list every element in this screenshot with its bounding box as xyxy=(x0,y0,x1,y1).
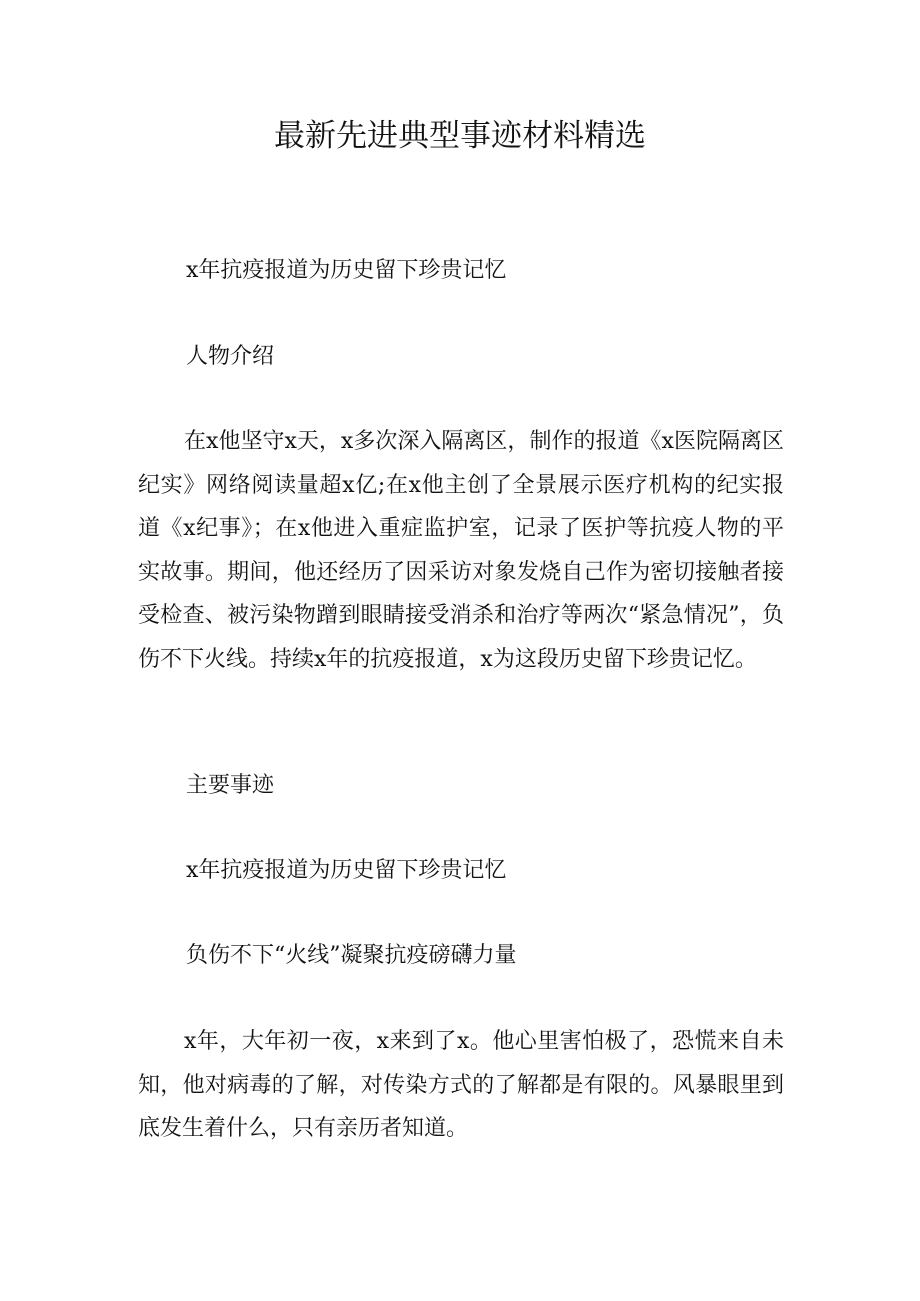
document-title: 最新先进典型事迹材料精选 xyxy=(274,118,646,154)
paragraph-deeds: x年，大年初一夜，x来到了x。他心里害怕极了，恐慌来自未知，他对病毒的了解，对传染方式的了解都是有限的。风暴眼里到底发生着什么，只有亲历者知道。 xyxy=(138,1029,784,1141)
section-heading-person: 人物介绍 xyxy=(186,344,275,369)
deeds-subheading: 负伤不下“火线”凝聚抗疫磅礴力量 xyxy=(186,943,517,968)
section-heading-deeds: 主要事迹 xyxy=(186,773,275,798)
subtitle-line: x年抗疫报道为历史留下珍贵记忆 xyxy=(186,258,507,283)
paragraph-introduction: 在x他坚守x天，x多次深入隔离区，制作的报道《x医院隔离区纪实》网络阅读量超x亿;在x他主创了全景展示医疗机构的纪实报道《x纪事》；在x他进入重症监护室，记录了医护等抗疫人物的平实故事。期间，他还经历了因采访对象发烧自己作为密切接触者接受检查、被污染物蹭到眼睛接受消杀和治疗等两次“紧急情况”，负伤不下火线。持续x年的抗疫报道，x为这段历史留下珍贵记忆。 xyxy=(138,429,784,672)
deeds-line: x年抗疫报道为历史留下珍贵记忆 xyxy=(186,858,507,883)
